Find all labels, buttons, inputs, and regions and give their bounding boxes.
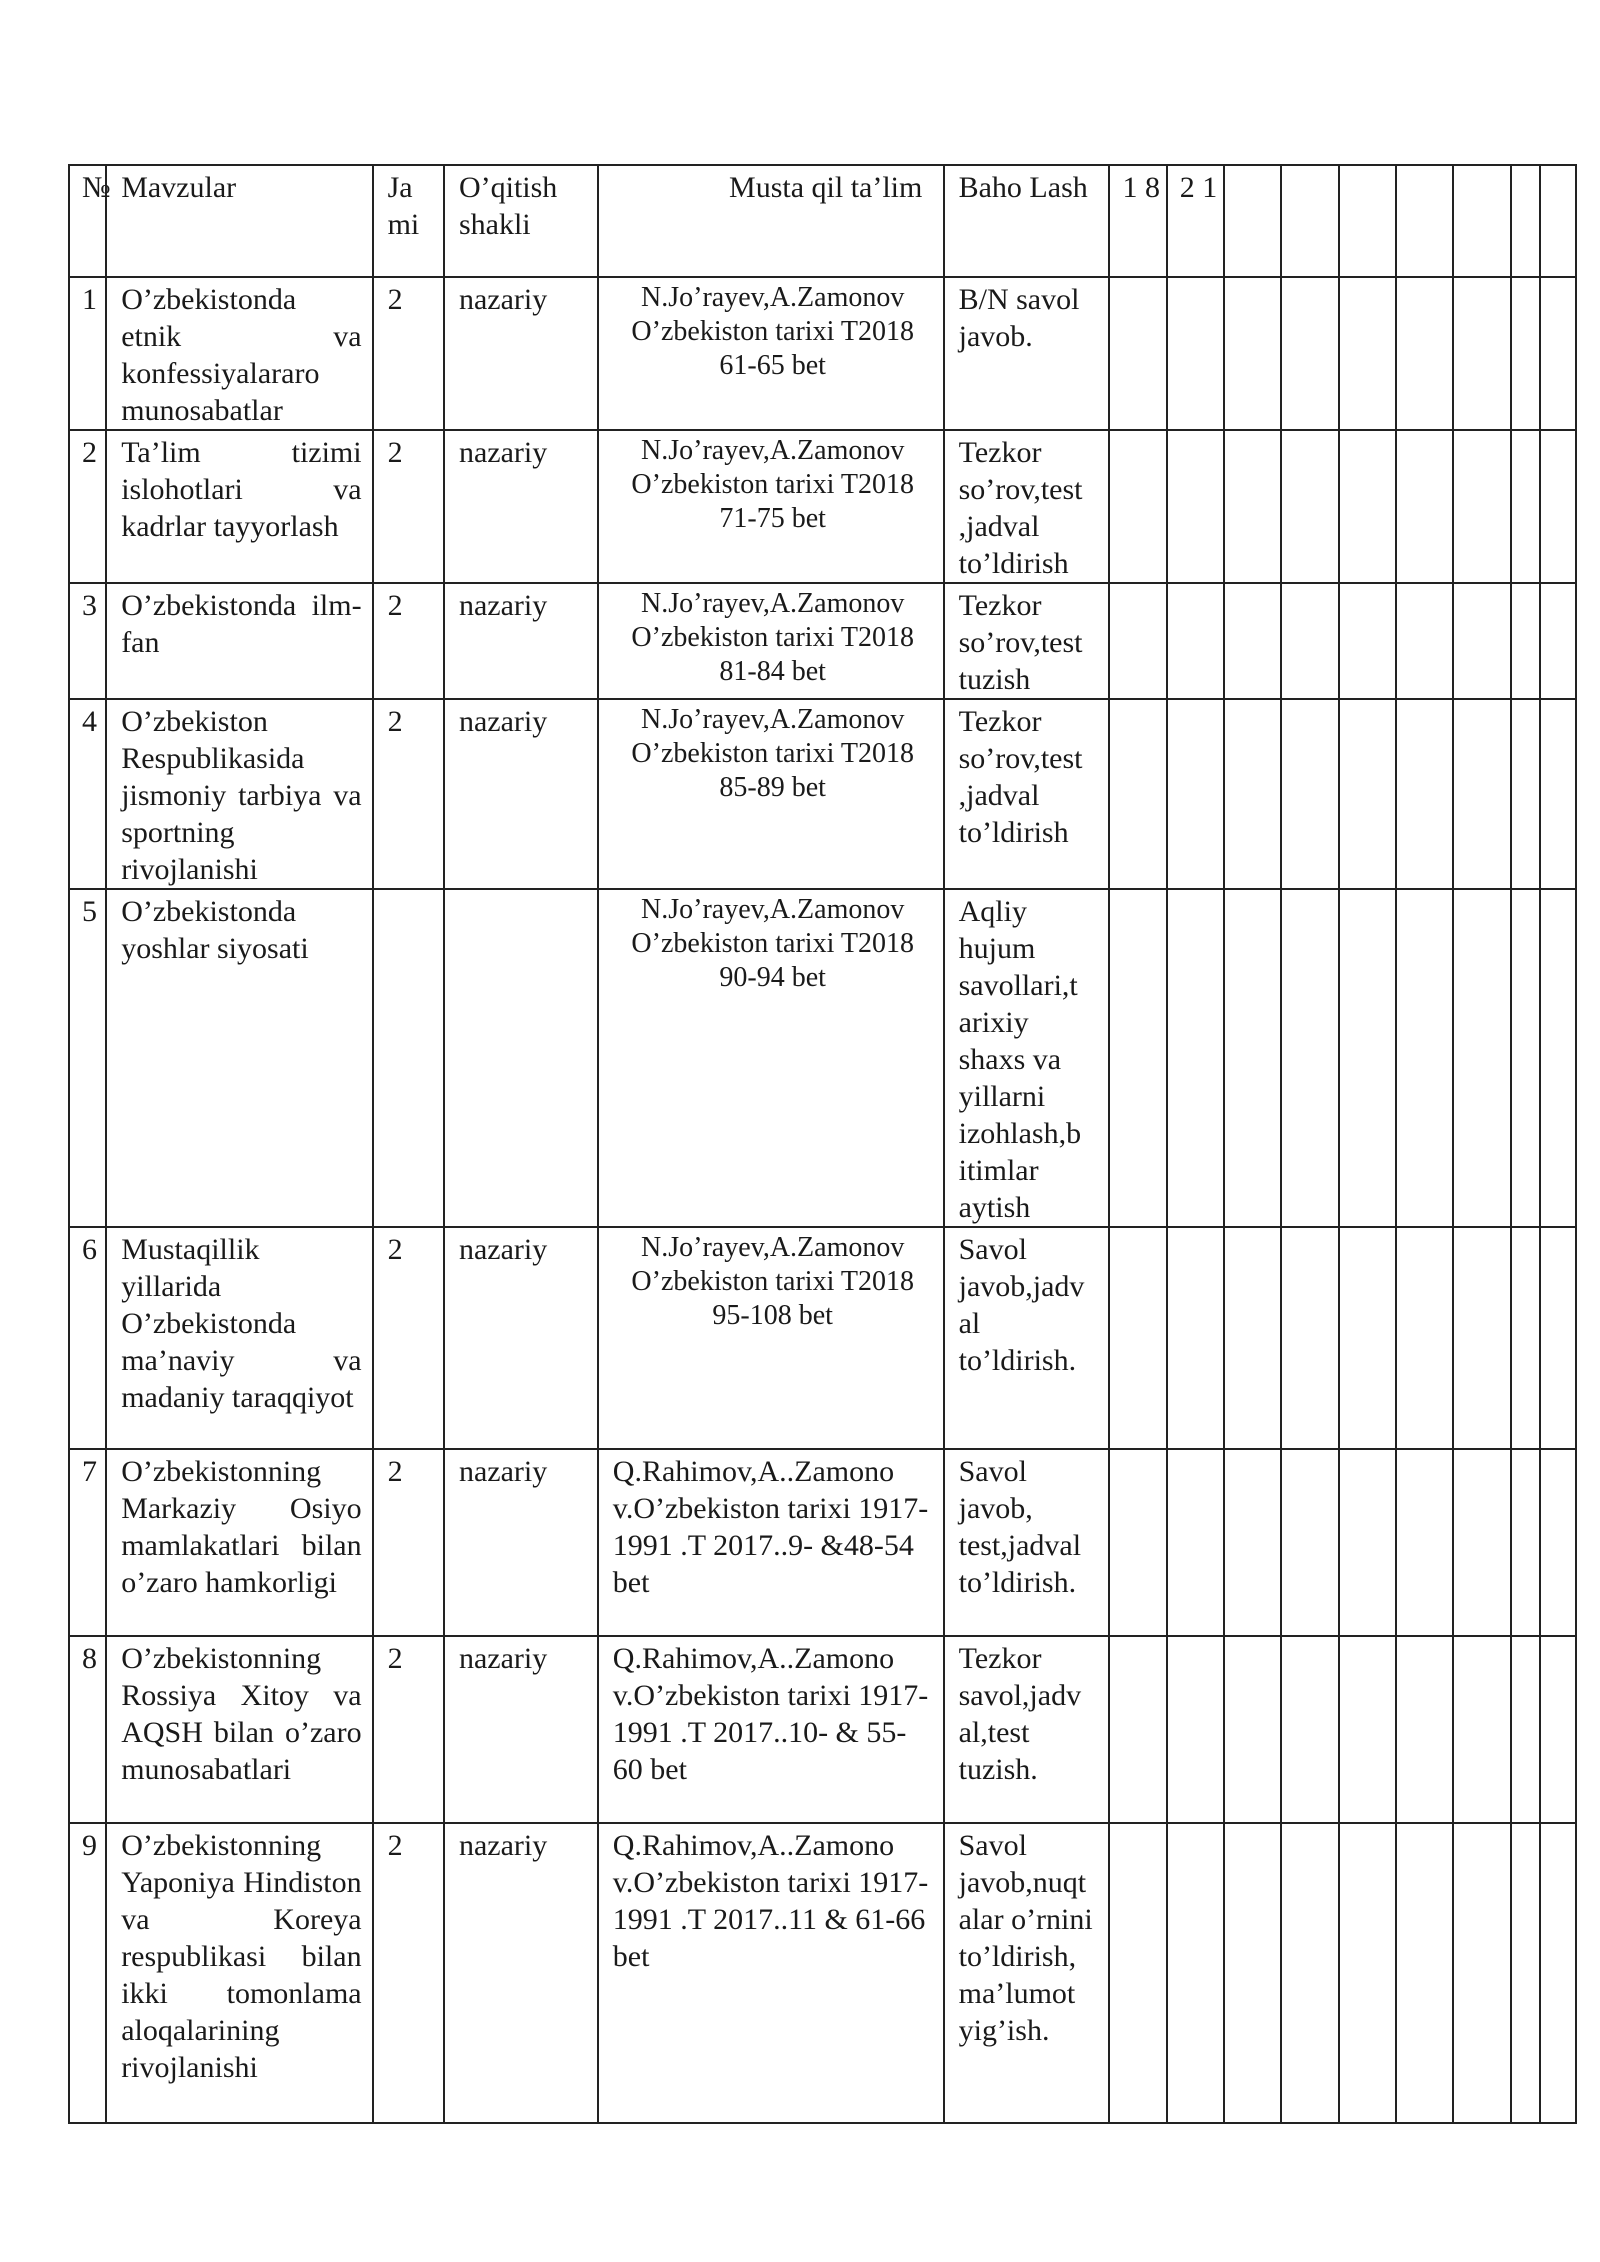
form-cell: nazariy (444, 1823, 598, 2123)
empty-cell (1281, 1227, 1338, 1449)
table-row (69, 430, 1576, 583)
empty-cell (1224, 1449, 1281, 1636)
empty-cell (1339, 165, 1396, 277)
grading-cell: Tezkor so’rov,test ,jadval to’ldirish (944, 699, 1110, 889)
row-number: 6 (69, 1227, 106, 1449)
empty-cell (1339, 1227, 1396, 1449)
source-cell: N.Jo’rayev,A.Zamonov O’zbekiston tarixi T2018 81-84 bet (598, 583, 944, 699)
header-num: № (69, 165, 106, 277)
row-number: 5 (69, 889, 106, 1227)
empty-cell (1396, 277, 1453, 430)
grading-cell: Tezkor so’rov,test ,jadval to’ldirish (944, 430, 1110, 583)
form-cell: nazariy (444, 430, 598, 583)
form-cell: nazariy (444, 1227, 598, 1449)
empty-cell (1339, 1449, 1396, 1636)
empty-cell (1453, 1227, 1510, 1449)
topic-cell: O’zbekistonning Markaziy Osiyo mamlakatlari bilan o’zaro hamkorligi (106, 1449, 372, 1636)
topic-cell: Mustaqillik yillarida O’zbekistonda ma’naviy va madaniy taraqqiyot (106, 1227, 372, 1449)
table-row (69, 583, 1576, 699)
empty-cell (1281, 277, 1338, 430)
empty-cell (1396, 889, 1453, 1227)
empty-cell (1396, 1227, 1453, 1449)
row-number: 4 (69, 699, 106, 889)
empty-cell (1453, 1449, 1510, 1636)
header-grading: Baho Lash (944, 165, 1110, 277)
empty-cell (1281, 1636, 1338, 1823)
header-total: Ja mi (373, 165, 444, 277)
row-number: 3 (69, 583, 106, 699)
empty-cell (1540, 1636, 1576, 1823)
grading-cell: B/N savol javob. (944, 277, 1110, 430)
form-cell: nazariy (444, 1636, 598, 1823)
empty-cell (1540, 1823, 1576, 2123)
header-topic: Mavzular (106, 165, 372, 277)
empty-cell (1224, 1227, 1281, 1449)
empty-cell (1540, 277, 1576, 430)
empty-cell (1511, 277, 1540, 430)
total-hours-cell: 2 (373, 1227, 444, 1449)
empty-cell (1540, 889, 1576, 1227)
empty-cell (1511, 1823, 1540, 2123)
empty-cell (1167, 1636, 1224, 1823)
topic-cell: O’zbekistonda ilm-fan (106, 583, 372, 699)
empty-cell (1224, 277, 1281, 430)
empty-cell (1224, 430, 1281, 583)
empty-cell (1281, 430, 1338, 583)
source-cell: N.Jo’rayev,A.Zamonov O’zbekiston tarixi T2018 85-89 bet (598, 699, 944, 889)
empty-cell (1540, 165, 1576, 277)
empty-cell (1453, 699, 1510, 889)
total-hours-cell: 2 (373, 583, 444, 699)
empty-cell (1109, 1636, 1166, 1823)
form-cell (444, 889, 598, 1227)
topic-cell: O’zbekiston Respublikasida jismoniy tarbiya va sportning rivojlanishi (106, 699, 372, 889)
empty-cell (1453, 1636, 1510, 1823)
total-hours-cell: 2 (373, 1449, 444, 1636)
empty-cell (1109, 430, 1166, 583)
empty-cell (1453, 889, 1510, 1227)
empty-cell (1339, 430, 1396, 583)
empty-cell (1281, 889, 1338, 1227)
empty-cell (1224, 165, 1281, 277)
source-cell: Q.Rahimov,A..Zamono v.O’zbekiston tarixi 1917-1991 .T 2017..9- &48-54 bet (598, 1449, 944, 1636)
empty-cell (1540, 1449, 1576, 1636)
empty-cell (1109, 1449, 1166, 1636)
grading-cell: Aqliy hujum savollari,t arixiy shaxs va yillarni izohlash,b itimlar aytish (944, 889, 1110, 1227)
empty-cell (1167, 583, 1224, 699)
total-hours-cell: 2 (373, 699, 444, 889)
row-number: 2 (69, 430, 106, 583)
topic-cell: Ta’lim tizimi islohotlari va kadrlar tayyorlash (106, 430, 372, 583)
source-cell: Q.Rahimov,A..Zamono v.O’zbekiston tarixi 1917-1991 .T 2017..10- & 55-60 bet (598, 1636, 944, 1823)
header-self-study: Musta qil ta’lim (598, 165, 944, 277)
empty-cell (1224, 699, 1281, 889)
header-col-18: 1 8 (1109, 165, 1166, 277)
empty-cell (1167, 1227, 1224, 1449)
source-cell: Q.Rahimov,A..Zamono v.O’zbekiston tarixi 1917-1991 .T 2017..11 & 61-66 bet (598, 1823, 944, 2123)
source-cell: N.Jo’rayev,A.Zamonov O’zbekiston tarixi T2018 71-75 bet (598, 430, 944, 583)
empty-cell (1339, 583, 1396, 699)
empty-cell (1109, 277, 1166, 430)
topic-cell: O’zbekistonda yoshlar siyosati (106, 889, 372, 1227)
grading-cell: Savol javob,nuqt alar o’rnini to’ldirish, ma’lumot yig’ish. (944, 1823, 1110, 2123)
empty-cell (1167, 889, 1224, 1227)
empty-cell (1109, 583, 1166, 699)
empty-cell (1396, 1636, 1453, 1823)
table-row (69, 1449, 1576, 1636)
table-row (69, 1227, 1576, 1449)
row-number: 8 (69, 1636, 106, 1823)
form-cell: nazariy (444, 699, 598, 889)
source-cell: N.Jo’rayev,A.Zamonov O’zbekiston tarixi T2018 95-108 bet (598, 1227, 944, 1449)
total-hours-cell: 2 (373, 430, 444, 583)
empty-cell (1109, 889, 1166, 1227)
topic-cell: O’zbekistonda etnik va konfessiyalararo munosabatlar (106, 277, 372, 430)
empty-cell (1540, 583, 1576, 699)
form-cell: nazariy (444, 277, 598, 430)
header-form: O’qitish shakli (444, 165, 598, 277)
empty-cell (1224, 1823, 1281, 2123)
table-row (69, 699, 1576, 889)
empty-cell (1339, 1636, 1396, 1823)
empty-cell (1453, 1823, 1510, 2123)
table-row (69, 1636, 1576, 1823)
form-cell: nazariy (444, 1449, 598, 1636)
empty-cell (1109, 1823, 1166, 2123)
empty-cell (1396, 583, 1453, 699)
empty-cell (1453, 277, 1510, 430)
empty-cell (1453, 430, 1510, 583)
empty-cell (1224, 1636, 1281, 1823)
empty-cell (1339, 699, 1396, 889)
source-cell: N.Jo’rayev,A.Zamonov O’zbekiston tarixi T2018 90-94 bet (598, 889, 944, 1227)
grading-cell: Savol javob,jadv al to’ldirish. (944, 1227, 1110, 1449)
table-row (69, 1823, 1576, 2123)
grading-cell: Savol javob, test,jadval to’ldirish. (944, 1449, 1110, 1636)
topic-cell: O’zbekistonning Yaponiya Hindiston va Koreya respublikasi bilan ikki tomonlama aloqalarining rivojlanishi (106, 1823, 372, 2123)
empty-cell (1339, 1823, 1396, 2123)
empty-cell (1511, 1636, 1540, 1823)
empty-cell (1281, 583, 1338, 699)
empty-cell (1453, 583, 1510, 699)
empty-cell (1511, 1449, 1540, 1636)
header-row (69, 165, 1576, 277)
empty-cell (1224, 583, 1281, 699)
empty-cell (1281, 1449, 1338, 1636)
empty-cell (1339, 889, 1396, 1227)
empty-cell (1511, 699, 1540, 889)
empty-cell (1511, 430, 1540, 583)
source-cell: N.Jo’rayev,A.Zamonov O’zbekiston tarixi T2018 61-65 bet (598, 277, 944, 430)
empty-cell (1511, 165, 1540, 277)
empty-cell (1396, 165, 1453, 277)
empty-cell (1224, 889, 1281, 1227)
empty-cell (1167, 277, 1224, 430)
empty-cell (1511, 1227, 1540, 1449)
empty-cell (1281, 1823, 1338, 2123)
empty-cell (1511, 889, 1540, 1227)
total-hours-cell (373, 889, 444, 1227)
total-hours-cell: 2 (373, 277, 444, 430)
empty-cell (1167, 1449, 1224, 1636)
total-hours-cell: 2 (373, 1823, 444, 2123)
grading-cell: Tezkor so’rov,test tuzish (944, 583, 1110, 699)
empty-cell (1281, 699, 1338, 889)
header-col-21: 2 1 (1167, 165, 1224, 277)
empty-cell (1339, 277, 1396, 430)
row-number: 9 (69, 1823, 106, 2123)
empty-cell (1540, 430, 1576, 583)
empty-cell (1540, 699, 1576, 889)
empty-cell (1281, 165, 1338, 277)
empty-cell (1109, 1227, 1166, 1449)
table-row (69, 277, 1576, 430)
empty-cell (1167, 1823, 1224, 2123)
total-hours-cell: 2 (373, 1636, 444, 1823)
empty-cell (1396, 1449, 1453, 1636)
empty-cell (1540, 1227, 1576, 1449)
curriculum-table (68, 164, 1577, 2124)
empty-cell (1167, 699, 1224, 889)
empty-cell (1511, 583, 1540, 699)
form-cell: nazariy (444, 583, 598, 699)
table-row (69, 889, 1576, 1227)
empty-cell (1396, 699, 1453, 889)
row-number: 1 (69, 277, 106, 430)
empty-cell (1453, 165, 1510, 277)
grading-cell: Tezkor savol,jadv al,test tuzish. (944, 1636, 1110, 1823)
empty-cell (1396, 1823, 1453, 2123)
topic-cell: O’zbekistonning Rossiya Xitoy va AQSH bilan o’zaro munosabatlari (106, 1636, 372, 1823)
empty-cell (1167, 430, 1224, 583)
row-number: 7 (69, 1449, 106, 1636)
empty-cell (1109, 699, 1166, 889)
empty-cell (1396, 430, 1453, 583)
